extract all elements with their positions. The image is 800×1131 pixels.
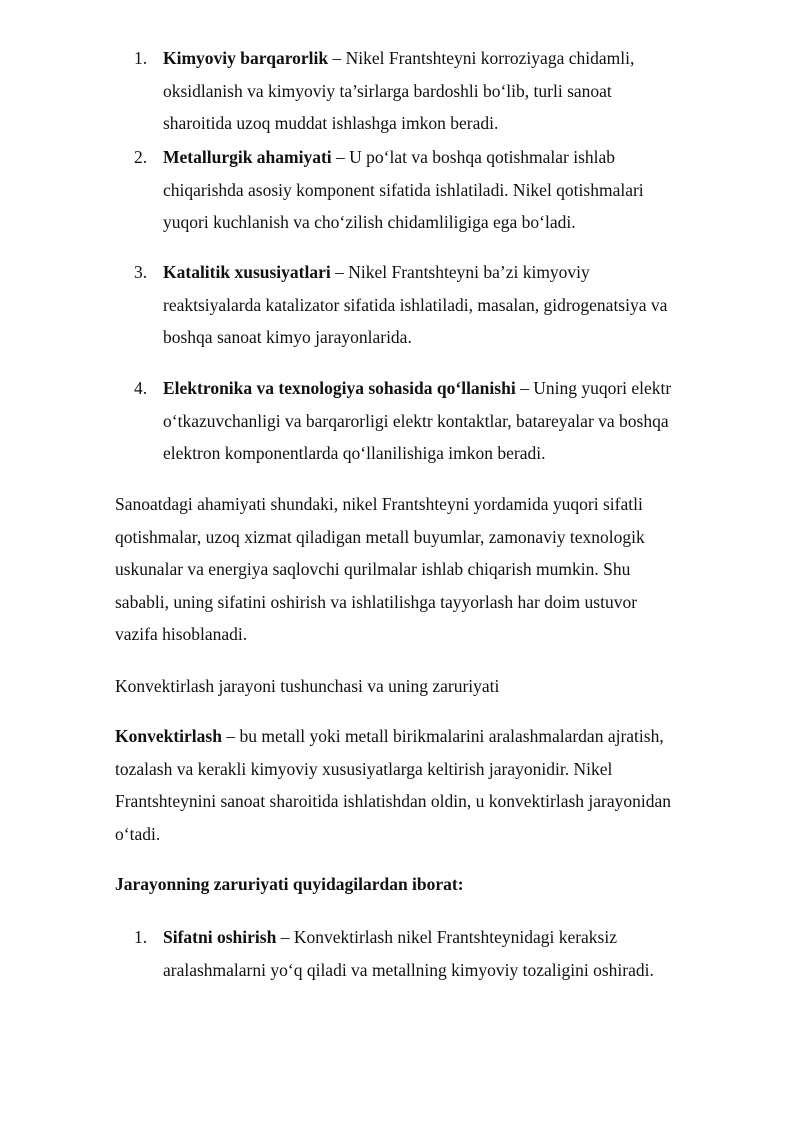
line: vazifa hisoblanadi. [115, 624, 248, 644]
term-bold: Konvektirlash [115, 726, 222, 746]
line: oksidlanish va kimyoviy ta’sirlarga bardoshli bo‘lib, turli sanoat [163, 80, 612, 101]
list-number: 1. [134, 927, 148, 947]
line: aralashmalarni yo‘q qiladi va metallning kimyoviy tozaligini oshiradi. [163, 959, 654, 980]
line: uskunalar va energiya saqlovchi qurilmalar ishlab chiqarish mumkin. Shu [115, 559, 631, 579]
line: Frantshteynini sanoat sharoitida ishlatishdan oldin, u konvektirlash jarayonidan [115, 791, 672, 811]
line: yuqori kuchlanish va cho‘zilish chidamliligiga ega bo‘ladi. [163, 212, 576, 232]
line: Kimyoviy barqarorlik – Nikel Frantshteyni korroziyaga chidamli, [163, 48, 635, 68]
term-bold: Elektronika va texnologiya sohasida qo‘llanishi [163, 378, 516, 398]
line: sharoitida uzoq muddat ishlashga imkon beradi. [163, 113, 499, 133]
list-item-text [163, 372, 743, 470]
term-bold: Kimyoviy barqarorlik [163, 48, 329, 68]
line: o‘tkazuvchanligi va barqarorligi elektr kontaktlar, batareyalar va boshqa [163, 410, 669, 431]
line: Katalitik xususiyatlari – Nikel Frantshteyni ba’zi kimyoviy [163, 262, 590, 282]
list-number: 1. [134, 48, 148, 68]
term-bold: Metallurgik ahamiyati [163, 147, 332, 167]
list-item-text [163, 921, 743, 986]
list-number: 3. [134, 262, 148, 282]
line: Sifatni oshirish – Konvektirlash nikel Frantshteynidagi keraksiz [163, 927, 617, 947]
line: o‘tadi. [115, 823, 161, 844]
term-bold: Sifatni oshirish [163, 927, 277, 947]
line: Sanoatdagi ahamiyati shundaki, nikel Frantshteyni yordamida yuqori sifatli [115, 494, 643, 514]
list-item-text [163, 42, 743, 140]
list-item-text [163, 141, 743, 239]
line: Elektronika va texnologiya sohasida qo‘llanishi – Uning yuqori elektr [163, 378, 672, 398]
line: elektron komponentlarda qo‘llanilishiga imkon beradi. [163, 443, 546, 463]
paragraph-definition [115, 720, 715, 850]
list-number: 4. [134, 378, 148, 398]
line: Konvektirlash – bu metall yoki metall birikmalarini aralashmalardan ajratish, [115, 726, 664, 746]
line: reaktsiyalarda katalizator sifatida ishlatiladi, masalan, gidrogenatsiya va [163, 294, 668, 315]
section-heading: Konvektirlash jarayoni tushunchasi va uning zaruriyati [115, 676, 500, 696]
paragraph-industrial-importance [115, 488, 715, 651]
line: tozalash va kerakli kimyoviy xususiyatlarga keltirish jarayonidir. Nikel [115, 758, 613, 779]
term-bold: Katalitik xususiyatlari [163, 262, 331, 282]
line: qotishmalar, uzoq xizmat qiladigan metall buyumlar, zamonaviy texnologik [115, 526, 645, 547]
bold-heading: Jarayonning zaruriyati quyidagilardan iborat: [115, 874, 464, 894]
line: chiqarishda asosiy komponent sifatida ishlatiladi. Nikel qotishmalari [163, 179, 644, 200]
list-item-text [163, 256, 743, 354]
line: sababli, uning sifatini oshirish va ishlatilishga tayyorlash har doim ustuvor [115, 591, 638, 612]
list-number: 2. [134, 147, 148, 167]
line: Metallurgik ahamiyati – U po‘lat va boshqa qotishmalar ishlab [163, 147, 616, 167]
line: boshqa sanoat kimyo jarayonlarida. [163, 327, 412, 347]
